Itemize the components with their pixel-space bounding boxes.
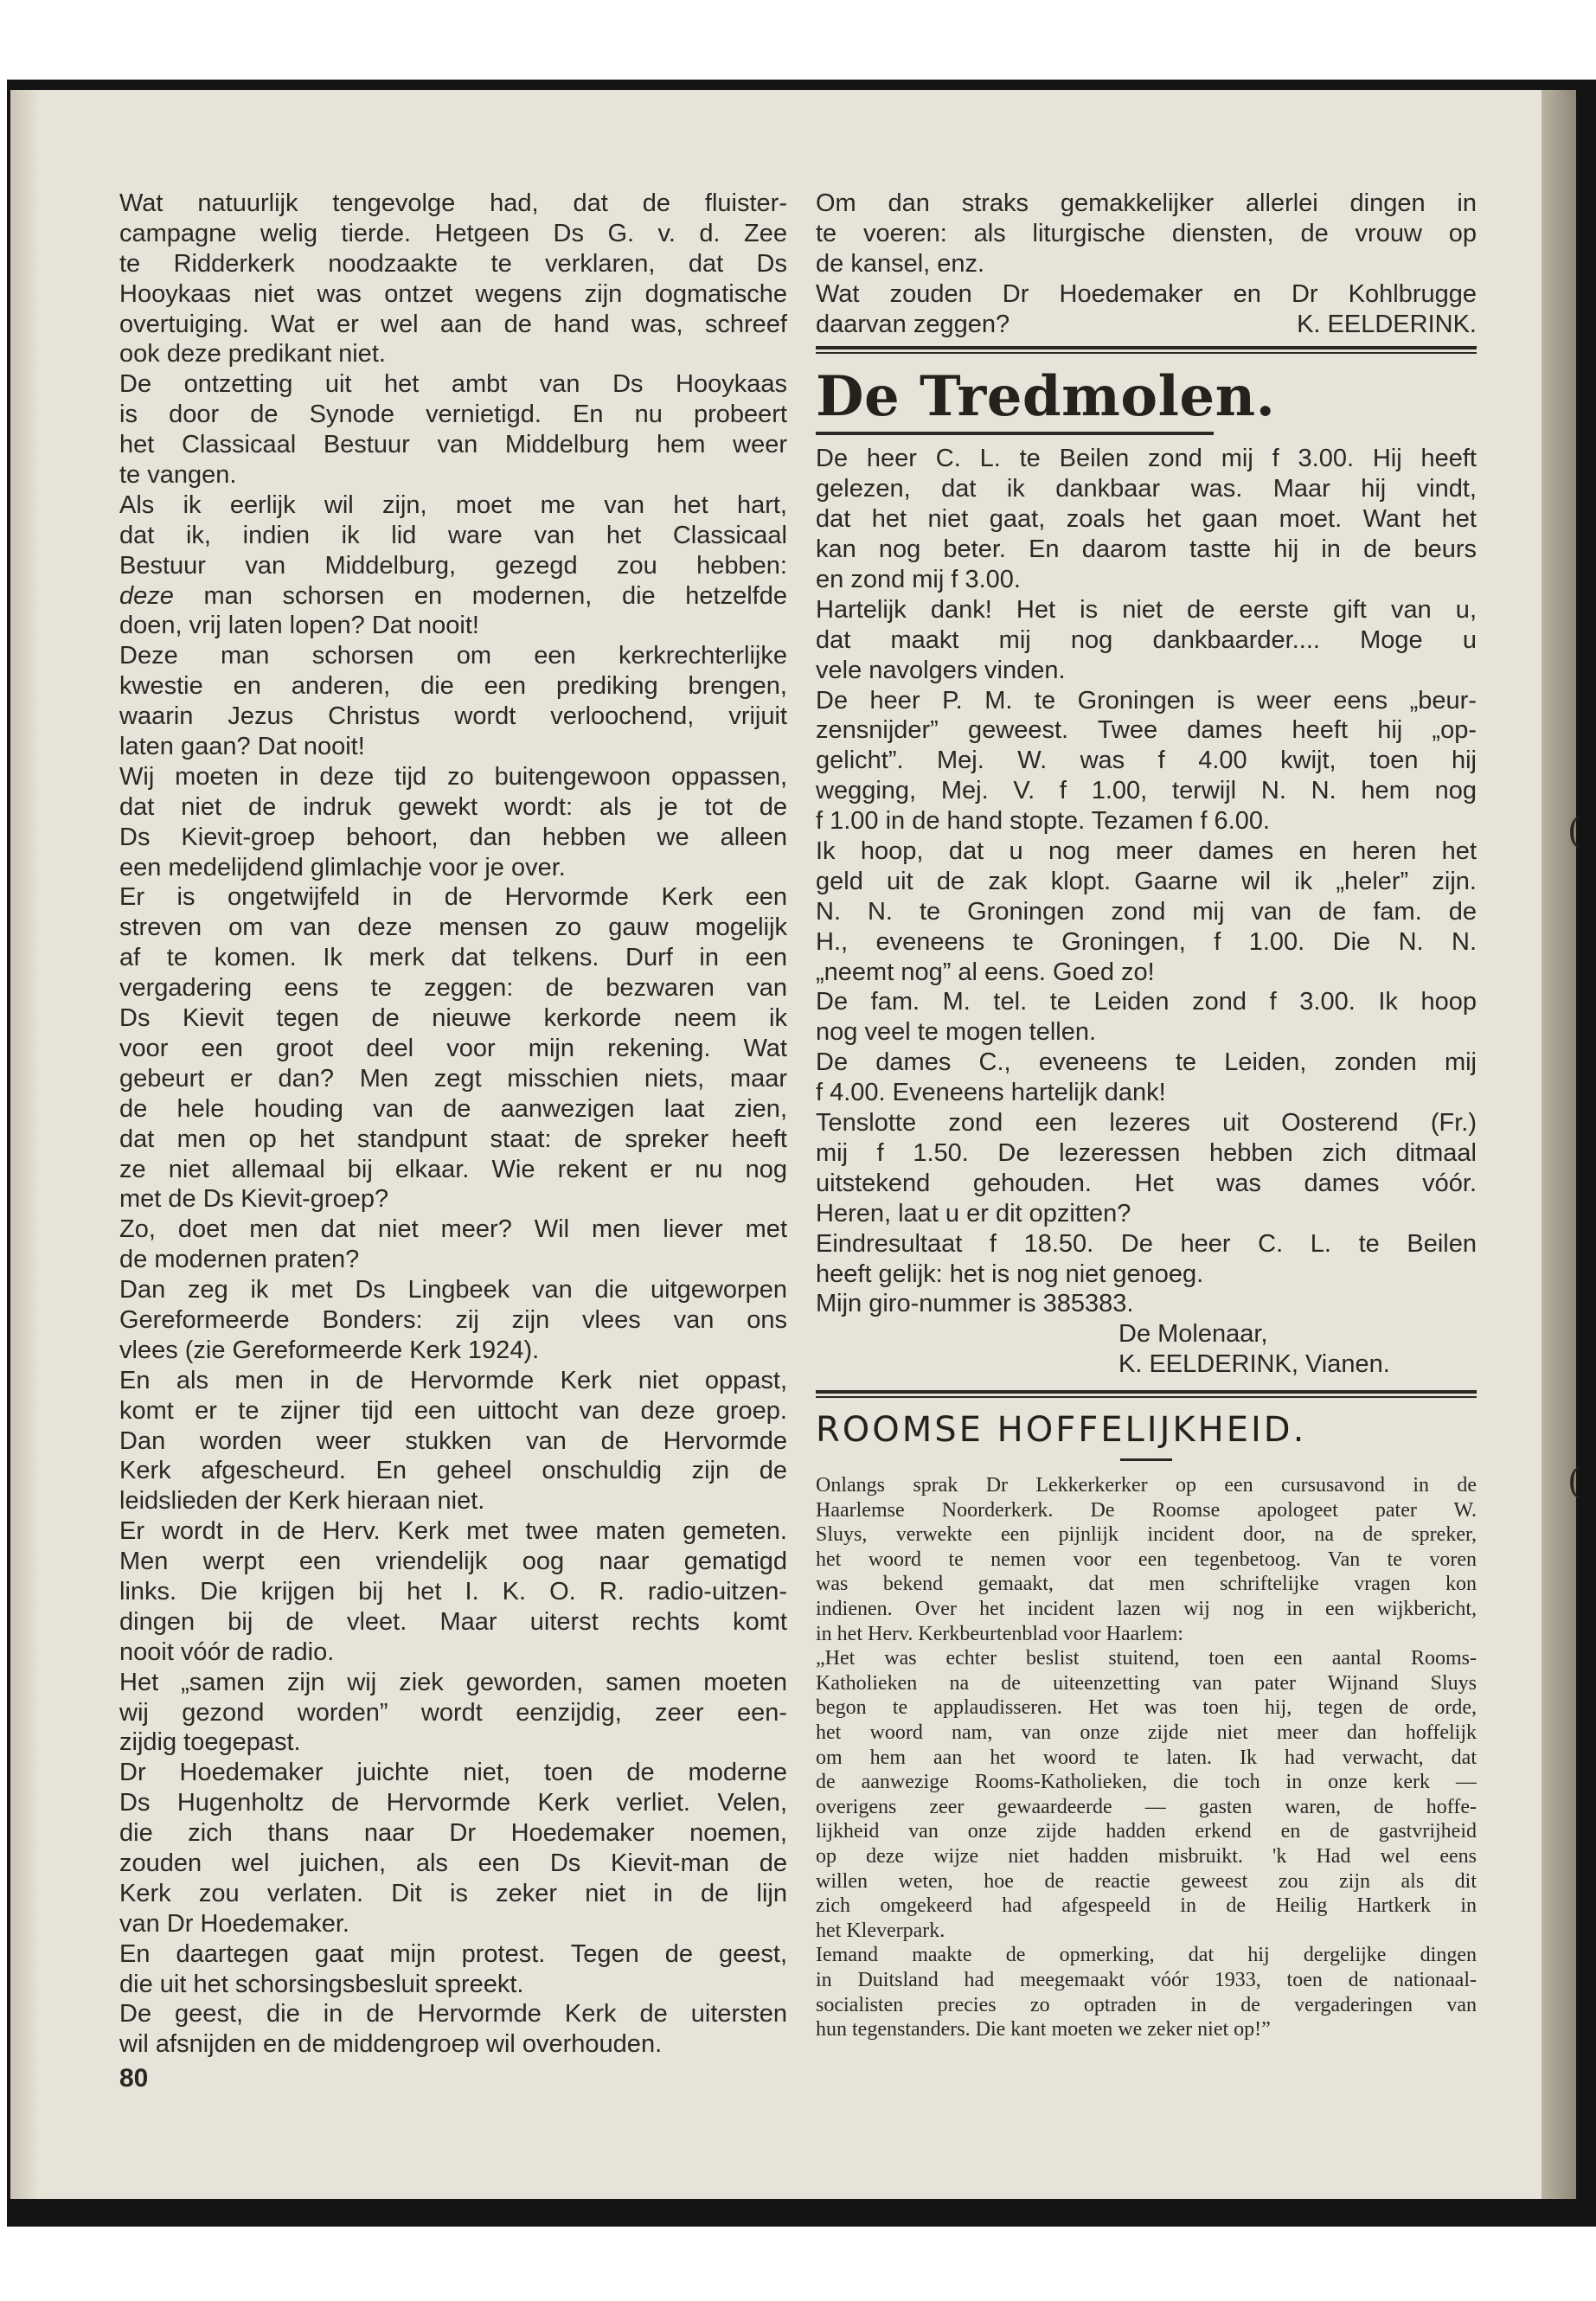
emphasized-word: deze [119, 581, 174, 610]
text-line: Er is ongetwijfeld in de Hervormde Kerk een [119, 883, 787, 912]
page-gutter-shadow [10, 90, 40, 2199]
text-line: vlees (zie Gereformeerde Kerk 1924). [119, 1336, 540, 1364]
tredmolen-closing: De Molenaar, [1118, 1320, 1268, 1349]
text-line: Onlangs sprak Dr Lekkerkerker op een cursusavond in de [816, 1474, 1477, 1497]
text-line: Kerk zou verlaten. Dit is zeker niet in de lijn [119, 1879, 787, 1907]
text-line: Wat natuurlijk tengevolge had, dat de fluister- [119, 189, 787, 217]
text-line: streven om van deze mensen zo gauw mogelijk [119, 913, 787, 942]
text-line: zich omgekeerd had afgespeeld in de Heilig Hartkerk in [816, 1894, 1477, 1918]
text-line: van Dr Hoedemaker. [119, 1909, 349, 1938]
text-line: het Kleverpark. [816, 1919, 945, 1942]
text-line: Haarlemse Noorderkerk. De Roomse apologeet pater W. [816, 1498, 1477, 1522]
roomse-heading: ROOMSE HOFFELIJKHEID. [816, 1410, 1307, 1451]
text-line: Hooykaas niet was ontzet wegens zijn dogmatische [119, 279, 787, 308]
text-line: ze niet allemaal bij elkaar. Wie rekent er nu nog [119, 1155, 787, 1183]
text-line: De dames C., eveneens te Leiden, zonden mij [816, 1048, 1477, 1077]
text-line: om hem aan het woord te laten. Ik had verwacht, dat [816, 1746, 1477, 1769]
text-line: Er wordt in de Herv. Kerk met twee maten gemeten. [119, 1517, 787, 1546]
margin-mark: ( [1567, 1462, 1581, 1502]
text-line: dat men op het standpunt staat: de spreker heeft [119, 1125, 787, 1153]
text-line: Wij moeten in deze tijd zo buitengewoon oppassen, [119, 762, 787, 791]
text-line: kan nog beter. En daarom tastte hij in de beurs [816, 535, 1477, 564]
text-line: was bekend gemaakt, dat men schriftelijke vragen kon [816, 1573, 1477, 1596]
roomse-text [816, 1473, 1477, 2042]
text-line: De heer P. M. te Groningen is weer eens „beur- [816, 686, 1477, 715]
text-line: voor een groot deel voor mijn rekening. Wat [119, 1034, 787, 1062]
text-line: dat niet de indruk gewekt wordt: als je tot de [119, 792, 787, 821]
text-line: in Duitsland had meegemaakt vóór 1933, toen de nationaal- [816, 1968, 1477, 1991]
text-line: dat ik, indien ik lid ware van het Classicaal [119, 521, 787, 549]
page-number: 80 [119, 2064, 149, 2093]
text-line: het woord nam, van onze zijde niet meer dan hoffelijk [816, 1721, 1477, 1744]
text-line: Eindresultaat f 18.50. De heer C. L. te Beilen [816, 1229, 1477, 1258]
tredmolen-signature: K. EELDERINK, Vianen. [1118, 1350, 1390, 1379]
text-line: En daartegen gaat mijn protest. Tegen de geest, [119, 1939, 787, 1968]
text-line: Dan worden weer stukken van de Hervormde [119, 1426, 787, 1455]
text-line: Iemand maakte de opmerking, dat hij dergelijke dingen [816, 1944, 1477, 1967]
text-line: Dan zeg ik met Ds Lingbeek van die uitgeworpen [119, 1276, 787, 1304]
text-line: Heren, laat u er dit opzitten? [816, 1199, 1131, 1227]
tredmolen-text [816, 444, 1477, 1319]
text-line: Sluys, verwekte een pijnlijk incident door, na de spreker, [816, 1523, 1477, 1547]
text-line: met de Ds Kievit-groep? [119, 1185, 389, 1214]
text-line: Ds Hugenholtz de Hervormde Kerk verliet. Velen, [119, 1789, 787, 1817]
text-line: en zond mij f 3.00. [816, 566, 1021, 594]
text-line: De heer C. L. te Beilen zond mij f 3.00. Hij heeft [816, 445, 1477, 473]
text-line: dat het niet gaat, zoals het gaan moet. Want het [816, 505, 1477, 534]
text-line: Deze man schorsen om een kerkrechterlijke [119, 642, 787, 670]
text-line: Katholieken na de uiteenzetting van pater Wijnand Sluys [816, 1671, 1477, 1695]
text-line: de kansel, enz. [816, 249, 985, 278]
text-line: waarin Jezus Christus wordt verloochend, vrijuit [119, 702, 787, 731]
text-line: De ontzetting uit het ambt van Ds Hooykaas [119, 370, 787, 399]
text-line: op deze wijze niet hadden misbruikt. 'k Had wel eens [816, 1844, 1477, 1868]
text-line: Men werpt een vriendelijk oog naar gematigd [119, 1548, 787, 1576]
text-line: lijkheid van onze zijde hadden erkend en de gastvrijheid [816, 1820, 1477, 1843]
text-line: dingen bij de vleet. Maar uiterst rechts komt [119, 1607, 787, 1636]
text-line: Tenslotte zond een lezeres uit Oosterend (Fr.) [816, 1109, 1477, 1138]
text-line: wij gezond worden” wordt eenzijdig, zeer een- [119, 1698, 787, 1727]
text-line: Het „samen zijn wij ziek geworden, samen moeten [119, 1668, 787, 1696]
text-line: „neemt nog” al eens. Goed zo! [816, 958, 1155, 986]
text-line: komt er te zijner tijd een uittocht van deze groep. [119, 1396, 787, 1425]
section-divider [816, 346, 1477, 349]
text-line: Zo, doet men dat niet meer? Wil men liever met [119, 1215, 787, 1244]
section-divider-thin [816, 1396, 1477, 1398]
text-line: Gereformeerde Bonders: zij zijn vlees van ons [119, 1305, 787, 1334]
text-line: een medelijdend glimlachje voor je over. [119, 853, 566, 881]
text-line: links. Die krijgen bij het I. K. O. R. radio-uitzen- [119, 1577, 787, 1606]
text-line: deze man schorsen en modernen, die hetzelfde [119, 581, 787, 610]
text-line: mij f 1.50. De lezeressen hebben zich ditmaal [816, 1138, 1477, 1167]
text-line: wil afsnijden en de middengroep wil overhouden. [119, 2030, 663, 2059]
text-line: Ik hoop, dat u nog meer dames en heren het [816, 837, 1477, 866]
text-line: hun tegenstanders. Die kant moeten we zeker niet op!” [816, 2018, 1271, 2041]
text-line: af te komen. Ik merk dat telkens. Durf in een [119, 944, 787, 972]
text-line: socialisten precies zo optraden in de vergaderingen van [816, 1993, 1477, 2016]
text-line: leidslieden der Kerk hieraan niet. [119, 1487, 485, 1516]
text-line: Om dan straks gemakkelijker allerlei dingen in [816, 189, 1477, 217]
text-line: overigens zeer gewaardeerde — gasten waren, de hoffe- [816, 1795, 1477, 1818]
text-line: vergadering eens te zeggen: de bezwaren van [119, 974, 787, 1003]
text-line: overtuiging. Wat er wel aan de hand was, schreef [119, 310, 787, 338]
intro-signature-line [816, 310, 1477, 340]
intro-signature-question: daarvan zeggen? [816, 310, 1010, 338]
text-line: Kerk afgescheurd. En geheel onschuldig zijn de [119, 1457, 787, 1485]
text-line: die uit het schorsingsbesluit spreekt. [119, 1970, 524, 1998]
text-line: Hartelijk dank! Het is niet de eerste gift van u, [816, 595, 1477, 624]
text-line: ook deze predikant niet. [119, 340, 386, 369]
text-line: laten gaan? Dat nooit! [119, 733, 365, 761]
text-line: te Ridderkerk noodzaakte te verklaren, dat Ds [119, 249, 787, 278]
intro-continuation-text [816, 189, 1477, 310]
text-line: nog veel te mogen tellen. [816, 1018, 1097, 1047]
text-line: Ds Kievit-groep behoort, dan hebben we alleen [119, 823, 787, 851]
text-line: N. N. te Groningen zond mij van de fam. de [816, 897, 1477, 926]
text-line: „Het was echter beslist stuitend, toen een aantal Rooms- [816, 1647, 1477, 1670]
text-line: in het Herv. Kerkbeurtenblad voor Haarlem: [816, 1622, 1183, 1645]
text-line: zensnijder” geweest. Twee dames heeft hij „op- [816, 716, 1477, 745]
heading-underline [816, 432, 1214, 435]
text-line: Dr Hoedemaker juichte niet, toen de moderne [119, 1759, 787, 1787]
text-line: te voeren: als liturgische diensten, de vrouw op [816, 219, 1477, 247]
text-line: de hele houding van de aanwezigen laat zien, [119, 1094, 787, 1123]
left-column-text [119, 189, 787, 2060]
text-line: De geest, die in de Hervormde Kerk de uitersten [119, 2000, 787, 2029]
left-column [119, 189, 787, 2096]
intro-signature-author: K. EELDERINK. [1297, 310, 1477, 338]
text-line: Als ik eerlijk wil zijn, moet me van het hart, [119, 490, 787, 519]
text-line: zijdig toegepast. [119, 1728, 301, 1757]
text-line: De fam. M. tel. te Leiden zond f 3.00. Ik hoop [816, 988, 1477, 1016]
text-line: geld uit de zak klopt. Gaarne wil ik „heler” zijn. [816, 867, 1477, 895]
text-line: Wat zouden Dr Hoedemaker en Dr Kohlbrugge [816, 279, 1477, 308]
text-line: kwestie en anderen, die een prediking brengen, [119, 672, 787, 701]
page-edge-curl [1542, 90, 1576, 2199]
text-line: die zich thans naar Dr Hoedemaker noemen, [119, 1819, 787, 1848]
text-line: indienen. Over het incident lazen wij nog in een wijkbericht, [816, 1598, 1477, 1621]
text-line: uitstekend gehouden. Het was dames vóór. [816, 1169, 1477, 1197]
text-line: nooit vóór de radio. [119, 1638, 335, 1666]
text-line: is door de Synode vernietigd. En nu probeert [119, 401, 787, 429]
text-line: zouden wel juichen, als een Ds Kievit-man de [119, 1849, 787, 1877]
right-column [816, 189, 1477, 2042]
text-line: dat maakt mij nog dankbaarder.... Moge u [816, 625, 1477, 654]
text-line: campagne welig tierde. Hetgeen Ds G. v. d. Zee [119, 219, 787, 247]
text-line: doen, vrij laten lopen? Dat nooit! [119, 612, 479, 640]
text-line: heeft gelijk: het is nog niet genoeg. [816, 1259, 1204, 1288]
section-divider [816, 1390, 1477, 1394]
text-line: de modernen praten? [119, 1246, 360, 1274]
text-line: f 1.00 in de hand stopte. Tezamen f 6.00. [816, 807, 1271, 836]
section-divider-thin [816, 352, 1477, 354]
text-line: H., eveneens te Groningen, f 1.00. Die N. N. [816, 927, 1477, 956]
text-line: f 4.00. Eveneens hartelijk dank! [816, 1079, 1166, 1107]
text-line: het woord te nemen voor een tegenbetoog. Van te voren [816, 1548, 1477, 1571]
text-line: gelicht”. Mej. W. was f 4.00 kwijt, toen hij [816, 747, 1477, 775]
text-line: de aanwezige Rooms-Katholieken, die toch in onze kerk — [816, 1771, 1477, 1794]
text-line: En als men in de Hervormde Kerk niet oppast, [119, 1366, 787, 1394]
text-line: Bestuur van Middelburg, gezegd zou hebben: [119, 551, 787, 580]
text-line: vele navolgers vinden. [816, 656, 1066, 684]
text-line: gebeurt er dan? Men zegt misschien niets, maar [119, 1064, 787, 1093]
text-line: begon te applaudisseren. Het was toen hij, tegen de orde, [816, 1696, 1477, 1720]
margin-mark: ( [1567, 811, 1581, 851]
text-line: willen weten, hoe de reactie geweest zou zijn als dit [816, 1869, 1477, 1893]
text-line: gelezen, dat ik dankbaar was. Maar hij vindt, [816, 475, 1477, 503]
text-line: Mijn giro-nummer is 385383. [816, 1290, 1134, 1318]
text-line: het Classicaal Bestuur van Middelburg hem weer [119, 431, 787, 459]
heading-ornament-rule [1120, 1458, 1172, 1461]
tredmolen-heading: De Tredmolen. [816, 364, 1276, 430]
text-line: Ds Kievit tegen de nieuwe kerkorde neem ik [119, 1004, 787, 1033]
text-line: wegging, Mej. V. f 1.00, terwijl N. N. hem nog [816, 777, 1477, 805]
text-line: te vangen. [119, 461, 237, 490]
